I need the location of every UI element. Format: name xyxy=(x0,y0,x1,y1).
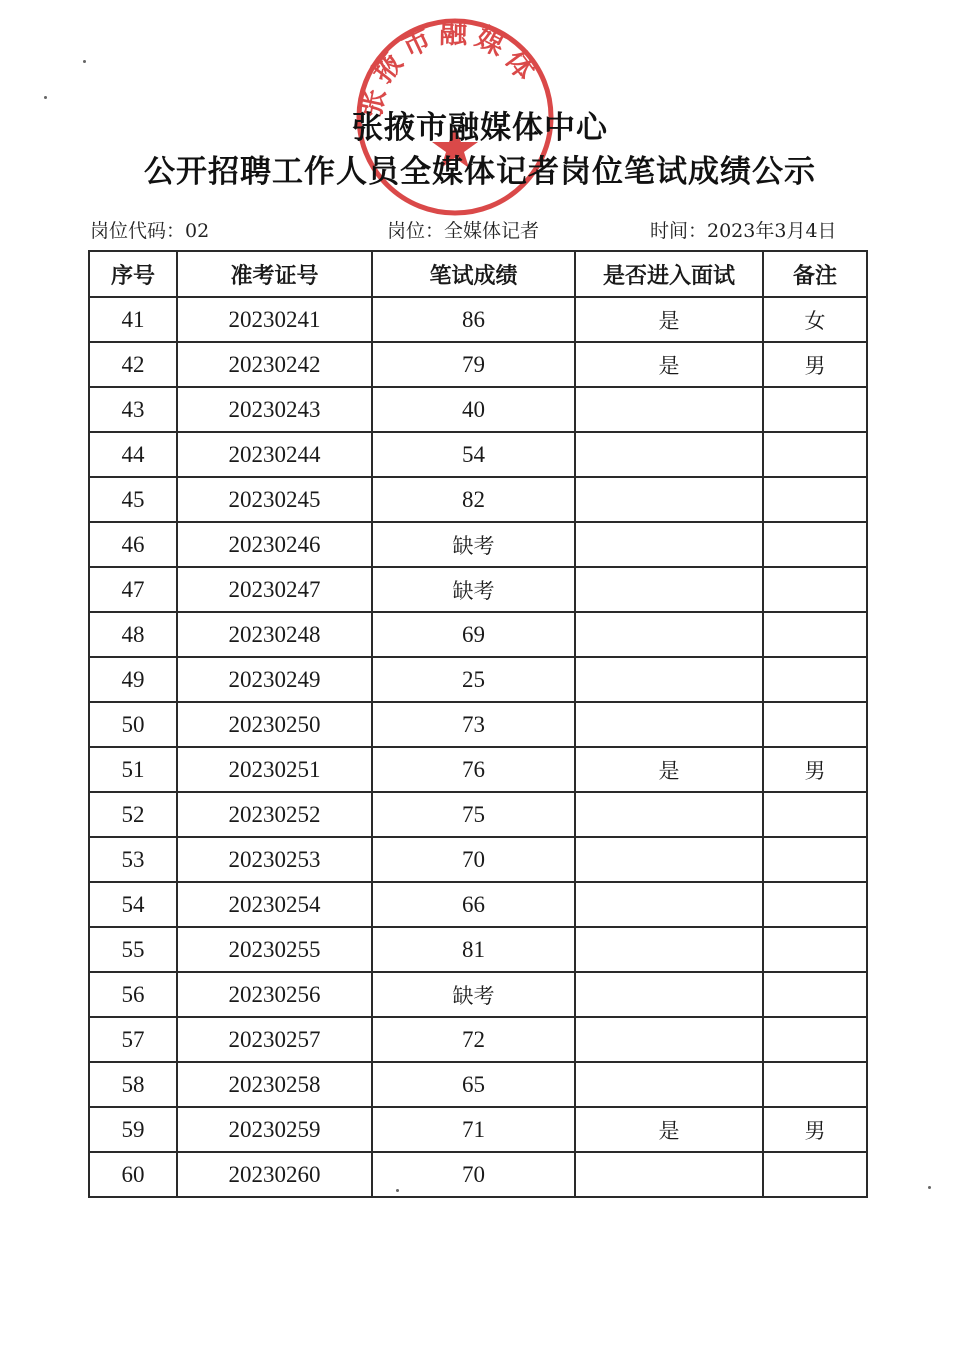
cell-score: 25 xyxy=(372,657,575,702)
cell-score: 66 xyxy=(372,882,575,927)
cell-ticket-number: 20230247 xyxy=(177,567,372,612)
cell-score: 73 xyxy=(372,702,575,747)
cell-remarks xyxy=(763,387,867,432)
cell-ticket-number: 20230252 xyxy=(177,792,372,837)
cell-interview xyxy=(575,1152,763,1197)
cell-interview xyxy=(575,1062,763,1107)
table-row xyxy=(89,1017,867,1062)
cell-score: 81 xyxy=(372,927,575,972)
cell-ticket-number: 20230257 xyxy=(177,1017,372,1062)
column-header-written-score: 笔试成绩 xyxy=(372,251,575,297)
post-name: 岗位：全媒体记者 xyxy=(387,220,540,242)
cell-index: 60 xyxy=(89,1152,177,1197)
cell-index: 55 xyxy=(89,927,177,972)
cell-remarks xyxy=(763,1017,867,1062)
cell-ticket-number: 20230250 xyxy=(177,702,372,747)
cell-index: 47 xyxy=(89,567,177,612)
table-row xyxy=(89,927,867,972)
cell-remarks xyxy=(763,567,867,612)
table-row xyxy=(89,972,867,1017)
cell-ticket-number: 20230253 xyxy=(177,837,372,882)
cell-ticket-number: 20230255 xyxy=(177,927,372,972)
cell-score: 79 xyxy=(372,342,575,387)
cell-index: 58 xyxy=(89,1062,177,1107)
cell-interview xyxy=(575,387,763,432)
cell-ticket-number: 20230243 xyxy=(177,387,372,432)
cell-score: 72 xyxy=(372,1017,575,1062)
cell-remarks: 女 xyxy=(763,297,867,342)
cell-remarks xyxy=(763,1062,867,1107)
cell-score: 40 xyxy=(372,387,575,432)
column-header-remarks: 备注 xyxy=(763,251,867,297)
cell-interview xyxy=(575,837,763,882)
cell-interview: 是 xyxy=(575,297,763,342)
table-row xyxy=(89,612,867,657)
cell-index: 49 xyxy=(89,657,177,702)
column-header-ticket-number: 准考证号 xyxy=(177,251,372,297)
column-header-interview: 是否进入面试 xyxy=(575,251,763,297)
table-row xyxy=(89,747,867,792)
cell-index: 43 xyxy=(89,387,177,432)
cell-index: 53 xyxy=(89,837,177,882)
table-row xyxy=(89,297,867,342)
cell-score: 82 xyxy=(372,477,575,522)
cell-ticket-number: 20230260 xyxy=(177,1152,372,1197)
table-row xyxy=(89,1062,867,1107)
column-header-index: 序号 xyxy=(89,251,177,297)
cell-remarks xyxy=(763,612,867,657)
cell-ticket-number: 20230259 xyxy=(177,1107,372,1152)
cell-ticket-number: 20230246 xyxy=(177,522,372,567)
table-row xyxy=(89,522,867,567)
cell-remarks xyxy=(763,657,867,702)
cell-index: 42 xyxy=(89,342,177,387)
cell-index: 50 xyxy=(89,702,177,747)
cell-interview xyxy=(575,432,763,477)
cell-interview xyxy=(575,927,763,972)
cell-interview xyxy=(575,522,763,567)
cell-ticket-number: 20230254 xyxy=(177,882,372,927)
cell-score: 86 xyxy=(372,297,575,342)
cell-score: 缺考 xyxy=(372,522,575,567)
table-row xyxy=(89,1152,867,1197)
table-header-row xyxy=(89,251,867,297)
post-code: 岗位代码：02 xyxy=(90,220,210,242)
cell-remarks: 男 xyxy=(763,747,867,792)
cell-ticket-number: 20230256 xyxy=(177,972,372,1017)
cell-interview xyxy=(575,882,763,927)
page-subtitle: 公开招聘工作人员全媒体记者岗位笔试成绩公示 xyxy=(144,154,816,190)
score-table xyxy=(88,250,868,1198)
cell-index: 41 xyxy=(89,297,177,342)
cell-interview xyxy=(575,612,763,657)
scan-speck xyxy=(928,1186,931,1189)
scan-speck xyxy=(83,60,86,63)
cell-interview: 是 xyxy=(575,747,763,792)
table-row xyxy=(89,882,867,927)
cell-score: 70 xyxy=(372,837,575,882)
cell-ticket-number: 20230249 xyxy=(177,657,372,702)
cell-score: 缺考 xyxy=(372,972,575,1017)
table-row xyxy=(89,702,867,747)
cell-ticket-number: 20230241 xyxy=(177,297,372,342)
cell-score: 54 xyxy=(372,432,575,477)
cell-index: 59 xyxy=(89,1107,177,1152)
page-title: 张掖市融媒体中心 xyxy=(352,110,608,146)
table-row xyxy=(89,387,867,432)
table-row xyxy=(89,567,867,612)
cell-score: 65 xyxy=(372,1062,575,1107)
cell-remarks xyxy=(763,927,867,972)
cell-remarks xyxy=(763,1152,867,1197)
cell-index: 51 xyxy=(89,747,177,792)
cell-remarks xyxy=(763,477,867,522)
cell-ticket-number: 20230248 xyxy=(177,612,372,657)
cell-ticket-number: 20230244 xyxy=(177,432,372,477)
cell-interview: 是 xyxy=(575,1107,763,1152)
cell-remarks xyxy=(763,972,867,1017)
cell-score: 75 xyxy=(372,792,575,837)
cell-remarks xyxy=(763,522,867,567)
table-row xyxy=(89,792,867,837)
table-row xyxy=(89,657,867,702)
cell-ticket-number: 20230242 xyxy=(177,342,372,387)
table-row xyxy=(89,837,867,882)
scan-speck xyxy=(396,1189,399,1192)
table-row xyxy=(89,432,867,477)
cell-ticket-number: 20230251 xyxy=(177,747,372,792)
cell-score: 69 xyxy=(372,612,575,657)
cell-interview xyxy=(575,702,763,747)
publish-date: 时间：2023年3月4日 xyxy=(650,220,837,242)
cell-interview xyxy=(575,972,763,1017)
cell-score: 缺考 xyxy=(372,567,575,612)
table-row xyxy=(89,477,867,522)
scan-speck xyxy=(44,96,47,99)
cell-ticket-number: 20230245 xyxy=(177,477,372,522)
cell-interview xyxy=(575,1017,763,1062)
cell-index: 44 xyxy=(89,432,177,477)
cell-remarks xyxy=(763,792,867,837)
cell-index: 52 xyxy=(89,792,177,837)
cell-score: 76 xyxy=(372,747,575,792)
cell-remarks: 男 xyxy=(763,1107,867,1152)
cell-index: 45 xyxy=(89,477,177,522)
cell-index: 56 xyxy=(89,972,177,1017)
table-row xyxy=(89,1107,867,1152)
cell-remarks xyxy=(763,432,867,477)
svg-text:张掖市融媒体: 张掖市融媒体 xyxy=(353,16,546,120)
cell-index: 57 xyxy=(89,1017,177,1062)
cell-score: 70 xyxy=(372,1152,575,1197)
cell-index: 46 xyxy=(89,522,177,567)
cell-remarks xyxy=(763,837,867,882)
cell-interview: 是 xyxy=(575,342,763,387)
cell-remarks xyxy=(763,882,867,927)
cell-interview xyxy=(575,567,763,612)
cell-index: 54 xyxy=(89,882,177,927)
table-row xyxy=(89,342,867,387)
cell-score: 71 xyxy=(372,1107,575,1152)
cell-interview xyxy=(575,477,763,522)
cell-index: 48 xyxy=(89,612,177,657)
cell-ticket-number: 20230258 xyxy=(177,1062,372,1107)
cell-remarks: 男 xyxy=(763,342,867,387)
cell-remarks xyxy=(763,702,867,747)
cell-interview xyxy=(575,657,763,702)
cell-interview xyxy=(575,792,763,837)
